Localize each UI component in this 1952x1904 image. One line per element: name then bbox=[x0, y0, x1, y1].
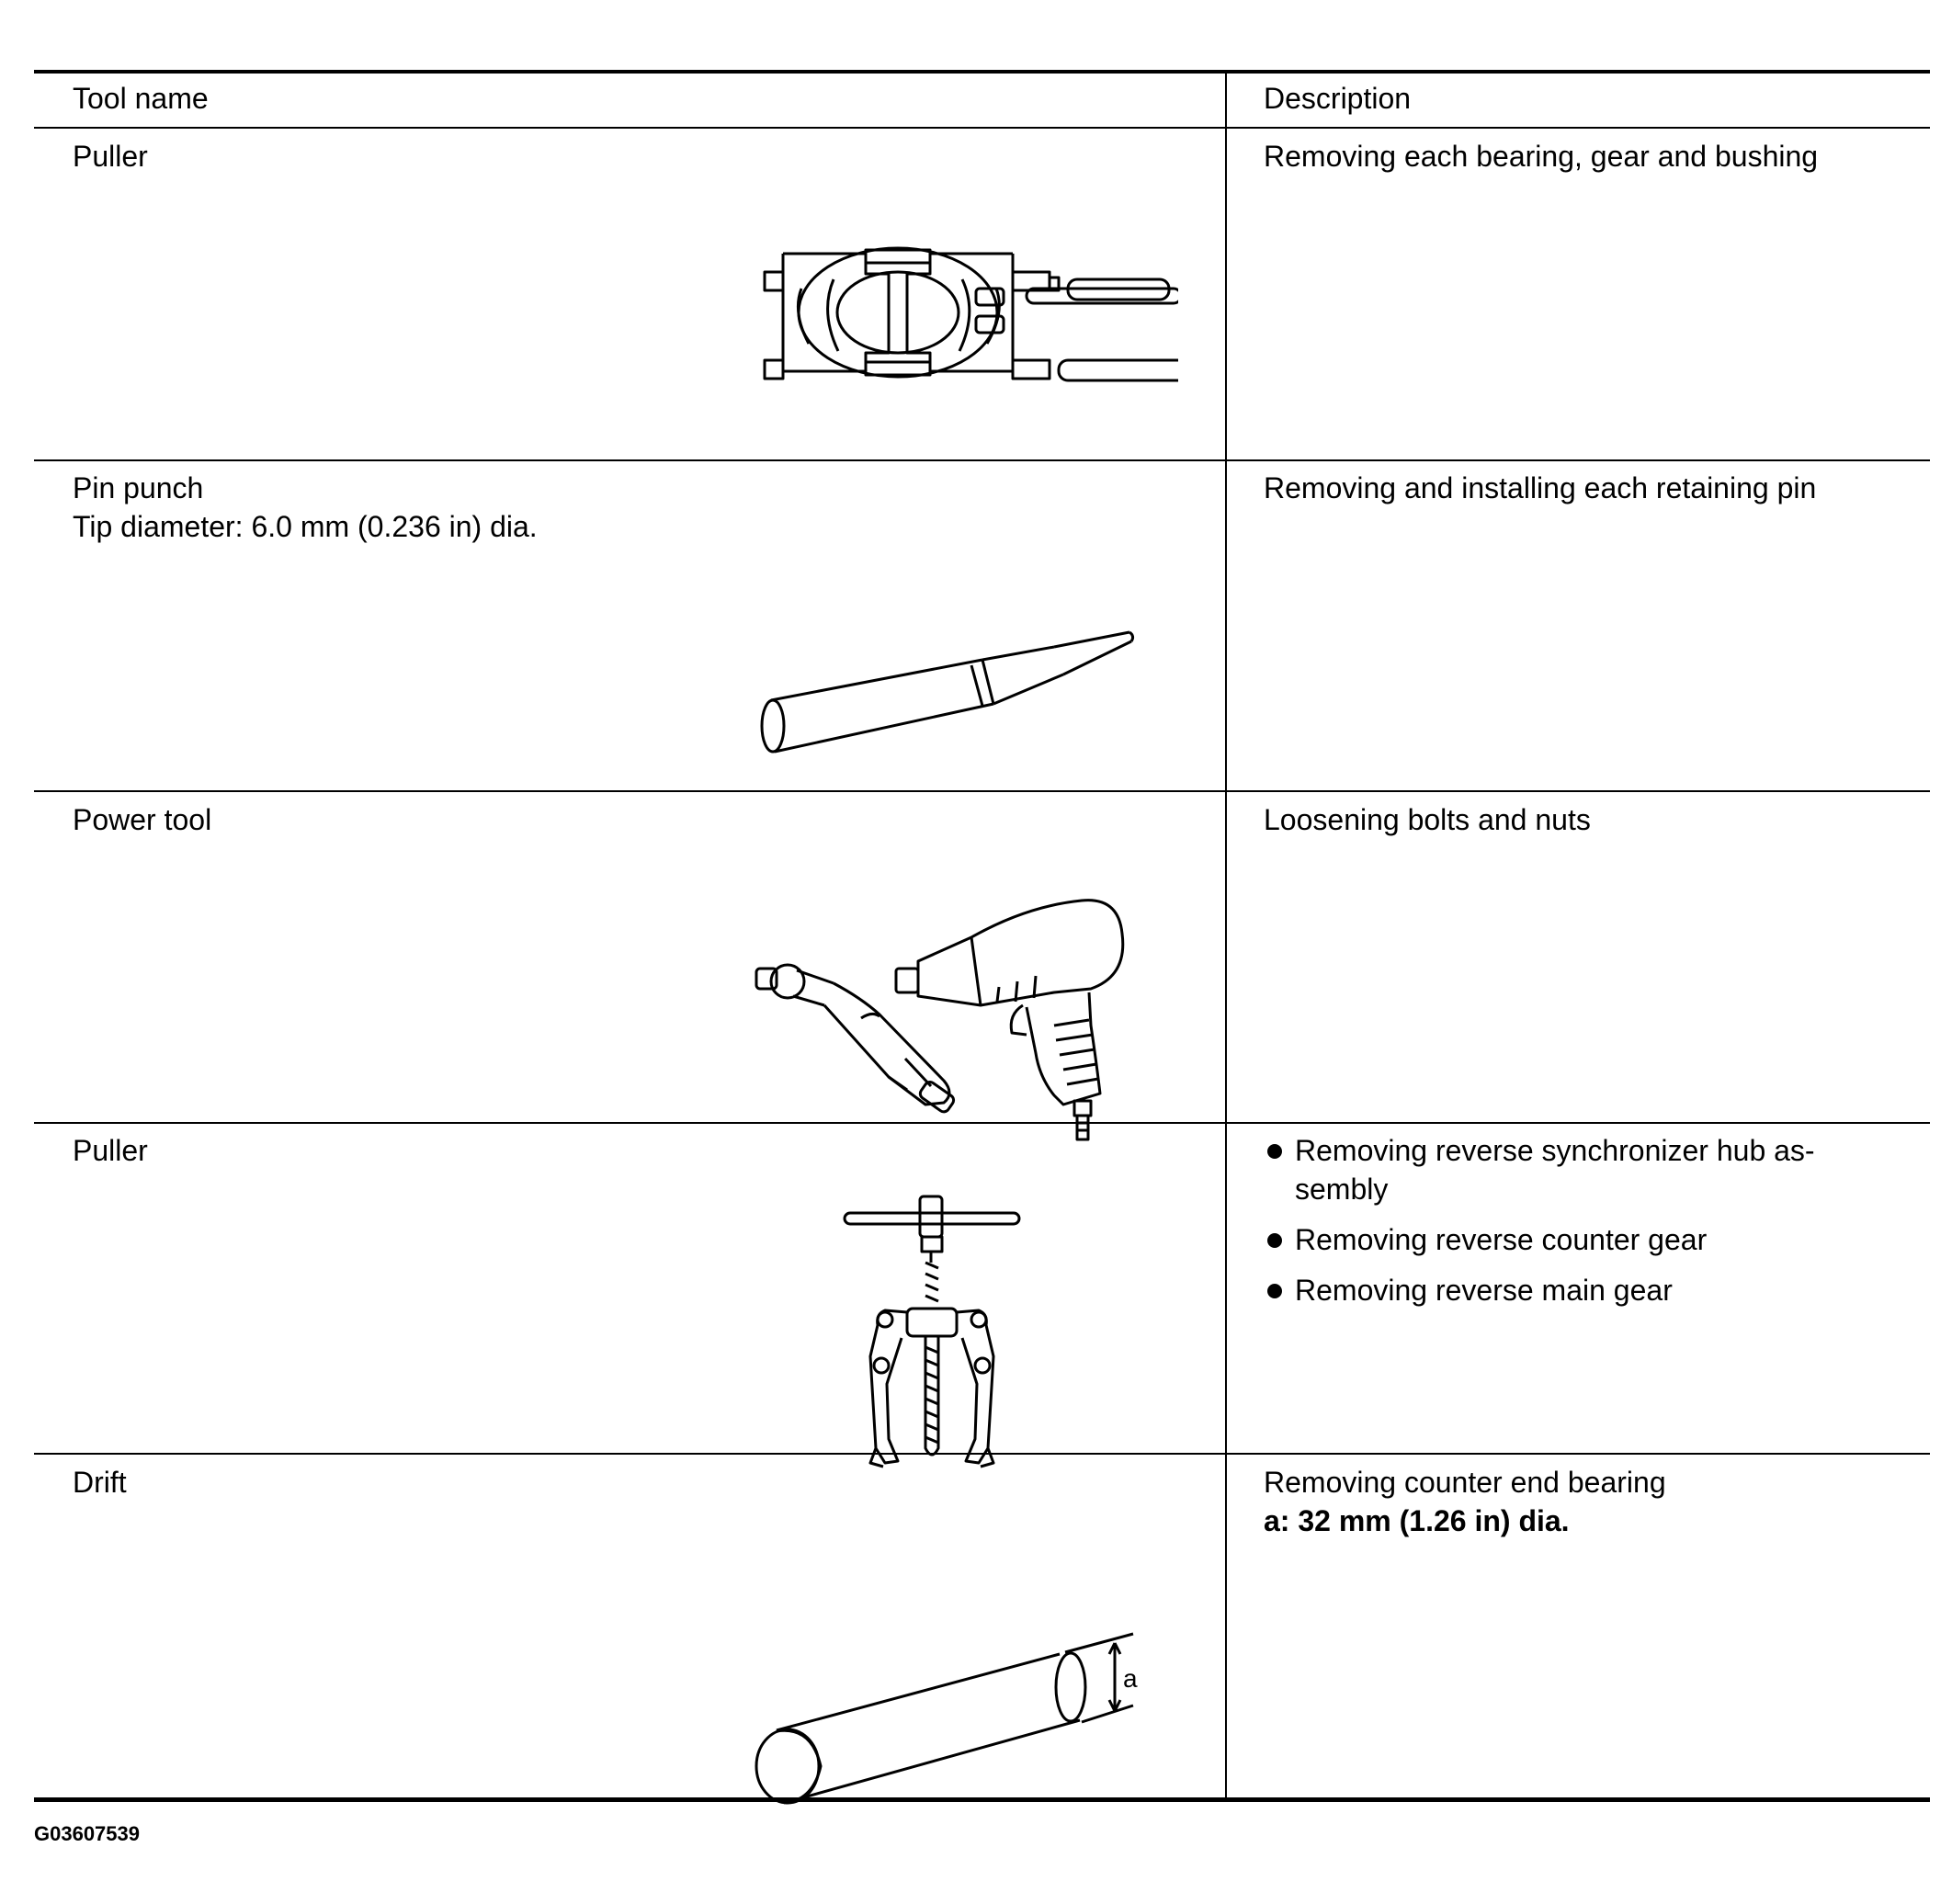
list-item: Removing reverse counter gear bbox=[1264, 1220, 1907, 1259]
list-item: Removing reverse main gear bbox=[1264, 1271, 1907, 1309]
drift-icon bbox=[749, 1573, 1153, 1812]
power-tool-icon bbox=[751, 897, 1174, 1145]
header-rule bbox=[34, 127, 1930, 129]
gear-puller-icon bbox=[843, 1182, 1063, 1485]
tool-description: Removing each bearing, gear and bushing bbox=[1264, 140, 1819, 173]
tool-name: Power tool bbox=[73, 803, 212, 836]
tool-description: Loosening bolts and nuts bbox=[1264, 803, 1591, 836]
tool-description: Removing and installing each retaining pin bbox=[1264, 471, 1817, 504]
figure-code: G03607539 bbox=[34, 1822, 140, 1845]
tool-description-list bbox=[1264, 1131, 1907, 1321]
tool-description: Removing counter end bearing bbox=[1264, 1466, 1666, 1499]
table-top-rule bbox=[34, 70, 1930, 74]
tool-note: Tip diameter: 6.0 mm (0.236 in) dia. bbox=[73, 510, 538, 543]
tool-name: Puller bbox=[73, 1134, 148, 1167]
header-description: Description bbox=[1264, 82, 1412, 115]
bearing-separator-puller-icon bbox=[737, 206, 1178, 408]
tool-name: Drift bbox=[73, 1466, 127, 1499]
tool-name: Pin punch bbox=[73, 471, 204, 504]
row-divider bbox=[34, 790, 1930, 792]
pin-punch-icon bbox=[751, 621, 1155, 768]
tool-name: Puller bbox=[73, 140, 148, 173]
row-divider bbox=[34, 459, 1930, 461]
tool-dimension: a: 32 mm (1.26 in) dia. bbox=[1264, 1504, 1570, 1537]
dimension-label: a bbox=[1123, 1664, 1138, 1693]
list-item: Removing reverse synchronizer hub as- sembly bbox=[1264, 1131, 1907, 1208]
header-tool-name: Tool name bbox=[73, 82, 209, 115]
column-divider bbox=[1225, 74, 1227, 1797]
